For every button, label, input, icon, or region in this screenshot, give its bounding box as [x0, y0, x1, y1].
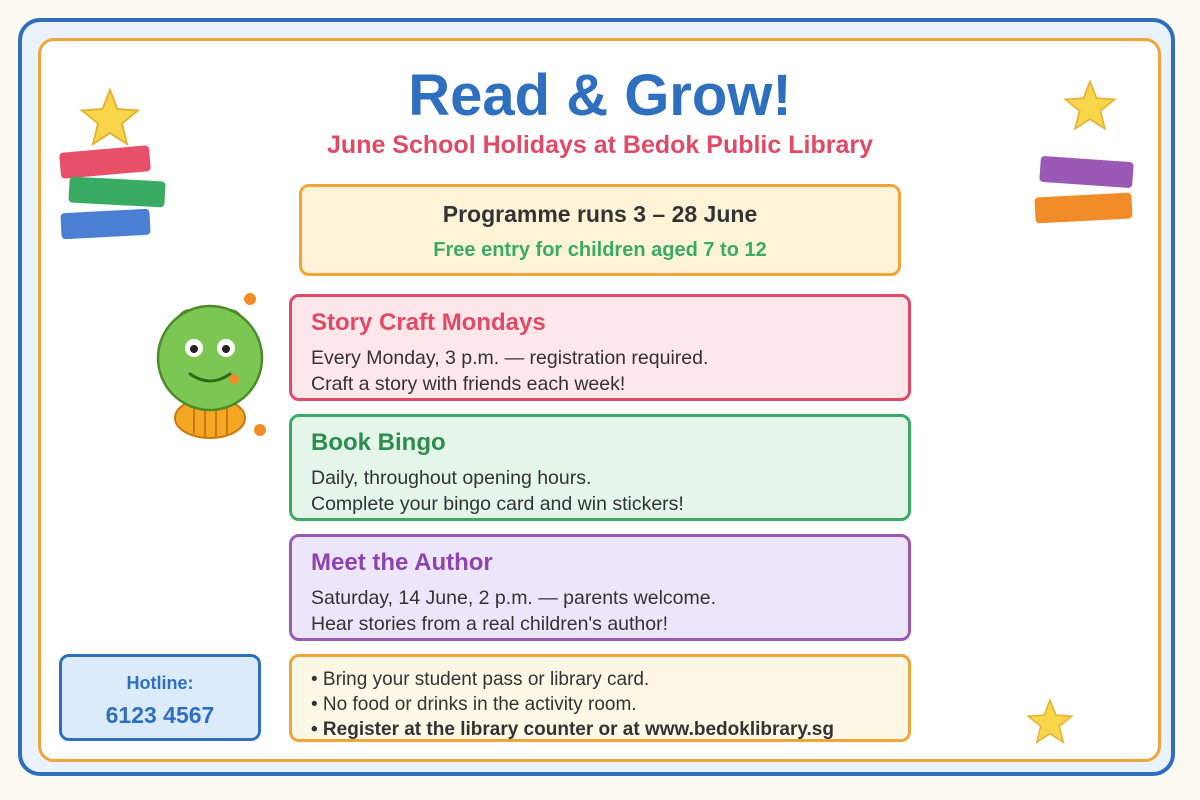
activity-schedule: Every Monday, 3 p.m. — registration required.	[311, 347, 709, 369]
page-title: Read & Grow!	[408, 63, 792, 128]
activity-description: Hear stories from a real children's author!	[311, 613, 669, 635]
hotline-box	[59, 654, 261, 741]
rule-item-register: • Register at the library counter or at www.bedoklibrary.sg	[311, 719, 834, 740]
activity-title: Story Craft Mondays	[311, 309, 546, 336]
activity-title: Meet the Author	[311, 549, 493, 576]
activity-card-meet-author	[289, 534, 911, 641]
hotline-label: Hotline:	[126, 673, 194, 693]
activity-card-book-bingo	[289, 414, 911, 521]
rules-box	[289, 654, 911, 742]
rule-item: • No food or drinks in the activity room.	[311, 694, 637, 715]
star-icon	[1025, 697, 1075, 747]
activity-description: Complete your bingo card and win stickers!	[311, 493, 684, 515]
activity-schedule: Daily, throughout opening hours.	[311, 467, 592, 489]
programme-dates: Programme runs 3 – 28 June	[442, 201, 758, 227]
activity-description: Craft a story with friends each week!	[311, 373, 626, 395]
entry-info: Free entry for children aged 7 to 12	[433, 239, 767, 261]
activity-card-story-craft	[289, 294, 911, 401]
activity-schedule: Saturday, 14 June, 2 p.m. — parents welcome.	[311, 587, 717, 609]
hotline-number: 6123 4567	[105, 702, 215, 728]
activity-title: Book Bingo	[311, 429, 446, 456]
page-subtitle: June School Holidays at Bedok Public Library	[327, 131, 873, 159]
programme-info-box	[299, 184, 901, 276]
bookworm-mascot-icon	[150, 288, 275, 443]
rule-item: • Bring your student pass or library card.	[311, 669, 650, 690]
